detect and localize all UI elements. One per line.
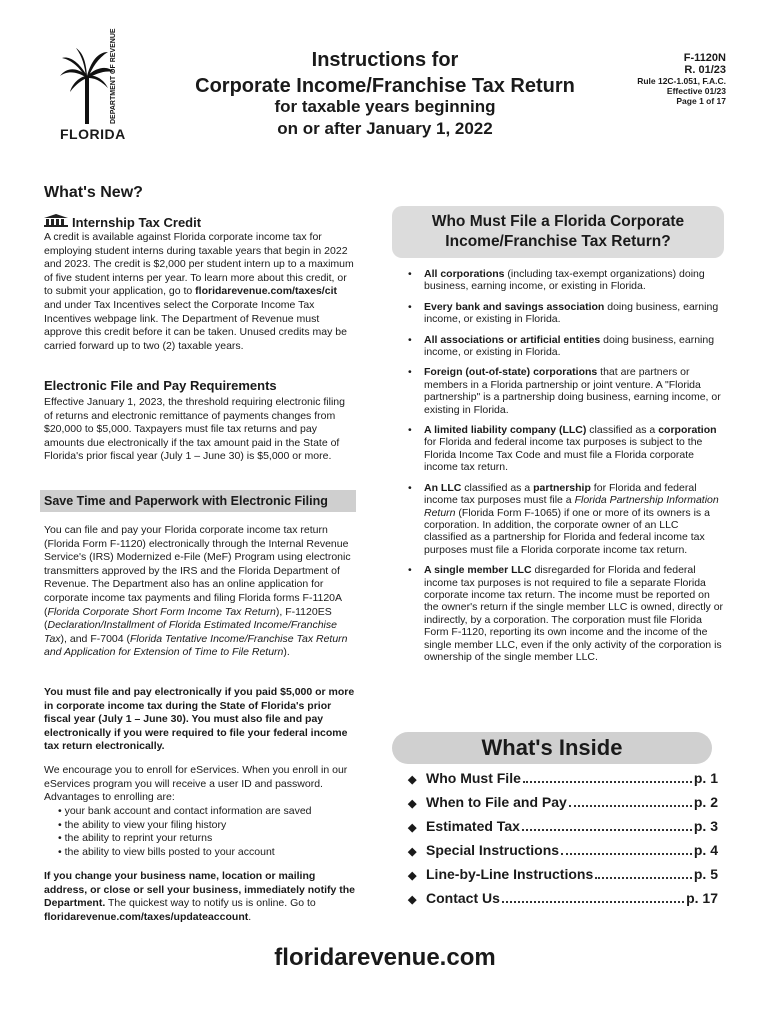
list-item: • A single member LLC disregarded for Florida and federal income tax purposes is not required to file a separate Florida corporate income tax return. The income must be reported on the owner's return if the single member LLC is owned, directly or indirectly, by a corporation. The corporation must file Florida Form F-1120, reporting its own income and the income of the single member LLC, even if the only activity of the corporation is ownership of the single member LLC. <box>408 564 724 663</box>
diamond-icon: ◆ <box>408 822 417 834</box>
page-title-line2: Corporate Income/Franchise Tax Return <box>195 75 575 97</box>
diamond-icon: ◆ <box>408 894 417 906</box>
advantages-list <box>58 805 358 859</box>
list-item: • Foreign (out-of-state) corporations that are partners or members in a Florida partnership or joint venture. A "Florida partnership" is a partnership doing business, earning income, or existing in Florida. <box>408 366 724 416</box>
update-account-link[interactable]: floridarevenue.com/taxes/updateaccount <box>44 910 249 923</box>
list-item: • All associations or artificial entities doing business, earning income, or existing in Florida. <box>408 334 724 359</box>
save-time-paragraph: You can file and pay your Florida corporate income tax return (Florida Form F-1120) electronically through the Internal Revenue Service's (IRS) Modernized e-File (MeF) Program using electronic transmitters approved by the IRS and the Florida Department of Revenue. The Department also has an online application for corporate income tax payments and filing Florida forms F-1120A (Florida Corporate Short Form Income Tax Return), F-1120ES (Declaration/Installment of Florida Estimated Income/Franchise Tax), and F-7004 (Florida Tentative Income/Franchise Tax Return and Application for Extension of Time to File Return). <box>44 524 351 659</box>
subtitle-line2: on or after January 1, 2022 <box>277 119 493 138</box>
list-item: • An LLC classified as a partnership for Florida and federal income tax purposes must file a Florida Partnership Information Return (Florida Form F-1065) if one or more of its owners is a corporation. In addition, the corporate owner of an LLC classified as a partnership for Florida and federal income tax purposes must file a Florida corporate income tax return. <box>408 482 724 556</box>
change-business-paragraph: If you change your business name, location or mailing address, or close or sell your business, immediately notify the Department. The quickest way to notify us is online. Go to floridarevenue.com/taxes/updateaccount. <box>44 870 356 923</box>
efile-heading: Electronic File and Pay Requirements <box>44 378 277 393</box>
who-must-file-heading: Who Must File a Florida Corporate Income/Franchise Tax Return? <box>392 206 724 258</box>
footer-website[interactable]: floridarevenue.com <box>274 944 496 971</box>
list-item: • your bank account and contact information are saved <box>58 805 358 819</box>
page-title-line1: Instructions for <box>311 49 459 71</box>
form-effective: Effective 01/23 <box>666 86 726 96</box>
list-item: • the ability to view your filing history <box>58 819 358 833</box>
form-number: F-1120N <box>683 52 726 64</box>
enroll-paragraph: We encourage you to enroll for eServices. When you enroll in our eServices program you will receive a user ID and password. Advantages to enrolling are: <box>44 764 348 804</box>
subtitle-line1: for taxable years beginning <box>274 97 496 116</box>
toc-item[interactable]: ◆ Contact Us p. 17 <box>408 890 718 906</box>
who-must-file-list <box>408 268 724 671</box>
diamond-icon: ◆ <box>408 774 417 786</box>
diamond-icon: ◆ <box>408 870 417 882</box>
must-file-electronically: You must file and pay electronically if you paid $5,000 or more in corporate income tax during the State of Florida's prior fiscal year (July 1 – June 30). You must also file and pay electronically if you were required to file your federal income tax return electronically. <box>44 686 355 753</box>
save-time-banner: Save Time and Paperwork with Electronic Filing <box>40 490 356 512</box>
table-of-contents <box>408 770 718 914</box>
toc-item[interactable]: ◆ Who Must File p. 1 <box>408 770 718 786</box>
logo-vertical-text: DEPARTMENT OF REVENUE <box>110 28 117 124</box>
internship-heading <box>44 214 201 230</box>
page-subtitle <box>160 96 610 140</box>
internship-heading-label: Internship Tax Credit <box>72 214 202 230</box>
page-number: Page 1 of 17 <box>676 96 726 106</box>
building-icon <box>44 214 68 230</box>
toc-item[interactable]: ◆ Estimated Tax p. 3 <box>408 818 718 834</box>
whats-inside-heading: What's Inside <box>392 732 712 764</box>
list-item: • Every bank and savings association doing business, earning income, or existing in Florida. <box>408 301 724 326</box>
diamond-icon: ◆ <box>408 798 417 810</box>
toc-item[interactable]: ◆ When to File and Pay p. 2 <box>408 794 718 810</box>
list-item: • the ability to reprint your returns <box>58 832 358 846</box>
internship-link[interactable]: floridarevenue.com/taxes/cit <box>195 285 337 298</box>
list-item: • A limited liability company (LLC) classified as a corporation for Florida and federal income tax purposes is subject to the Florida Income Tax Code and must file a Florida corporate income tax return. <box>408 424 724 474</box>
form-revision: R. 01/23 <box>684 64 726 76</box>
efile-paragraph: Effective January 1, 2023, the threshold requiring electronic filing of returns and electronic remittance of payments changes from $20,000 to $5,000. Taxpayers must file tax returns and pay amounts due electronically if the tax amount paid in the State of Florida's prior fiscal year (July 1 – June 30) is $5,000 or more. <box>44 396 345 463</box>
form-code-block <box>637 52 726 106</box>
logo-text: FLORIDA <box>60 126 126 142</box>
diamond-icon: ◆ <box>408 846 417 858</box>
list-item: • All corporations (including tax-exempt organizations) doing business, earning income, or existing in Florida. <box>408 268 724 293</box>
toc-item[interactable]: ◆ Line-by-Line Instructions p. 5 <box>408 866 718 882</box>
form-rule: Rule 12C-1.051, F.A.C. <box>637 76 726 86</box>
list-item: • the ability to view bills posted to your account <box>58 846 358 860</box>
toc-item[interactable]: ◆ Special Instructions p. 4 <box>408 842 718 858</box>
whats-new-heading: What's New? <box>44 184 143 201</box>
internship-paragraph: A credit is available against Florida corporate income tax for employing student interns during taxable years that begin in 2022 and 2023. The credit is $2,000 per student intern up to a maximum of five student interns per year. To learn more about this credit, or to submit your application, go to floridarevenue.com/taxes/cit and under Tax Incentives select the Corporate Income Tax Incentives webpage link. The Department of Revenue must approve this credit before it can be taken. Unused credits may be carried forward up to two (2) taxable years. <box>44 231 354 352</box>
